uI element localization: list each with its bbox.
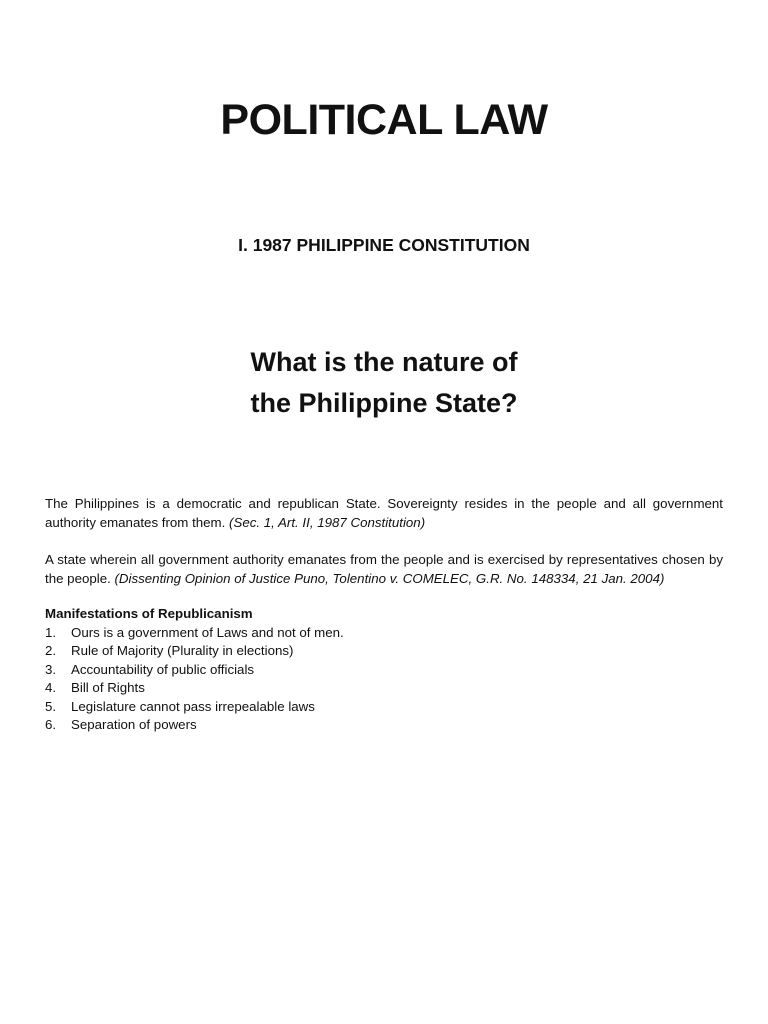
paragraph-1-text: The Philippines is a democratic and republican State. Sovereignty resides in the people and all government authority emanates from them. [45, 496, 723, 530]
list-item-text: Accountability of public officials [71, 661, 255, 677]
question-line-2: the Philippine State? [250, 388, 518, 418]
manifestations-heading: Manifestations of Republicanism [45, 606, 253, 621]
paragraph-1 [45, 494, 723, 532]
list-item [45, 679, 723, 698]
section-heading: I. 1987 PHILIPPINE CONSTITUTION [238, 235, 530, 255]
question-line-1: What is the nature of [250, 347, 518, 377]
paragraph-2-citation: (Dissenting Opinion of Justice Puno, Tolentino v. COMELEC, G.R. No. 148334, 21 Jan. 2004) [114, 571, 665, 586]
list-item [45, 642, 723, 661]
list-item [45, 661, 723, 680]
list-item [45, 624, 723, 643]
list-item-number: 6. [45, 717, 57, 732]
list-item-number: 2. [45, 643, 57, 658]
list-item-number: 1. [45, 624, 57, 640]
list-item-number: 3. [45, 661, 57, 677]
list-item [45, 698, 723, 717]
manifestations-list [45, 624, 723, 735]
manifestations-section [45, 605, 723, 735]
list-item-text: Ours is a government of Laws and not of men. [71, 624, 344, 640]
list-item-text: Bill of Rights [71, 680, 145, 695]
paragraph-1-citation: (Sec. 1, Art. II, 1987 Constitution) [229, 515, 426, 530]
list-item-number: 5. [45, 698, 57, 714]
list-item-text: Separation of powers [71, 717, 197, 732]
question-heading [0, 342, 768, 424]
page-title: POLITICAL LAW [220, 96, 548, 144]
list-item-text: Rule of Majority (Plurality in elections) [71, 643, 294, 658]
list-item-number: 4. [45, 680, 57, 695]
paragraph-2-text: A state wherein all government authority emanates from the people and is exercised by representatives chosen by the people. [45, 552, 723, 586]
list-item [45, 716, 723, 735]
list-item-text: Legislature cannot pass irrepealable laws [71, 698, 315, 714]
paragraph-2 [45, 550, 723, 588]
